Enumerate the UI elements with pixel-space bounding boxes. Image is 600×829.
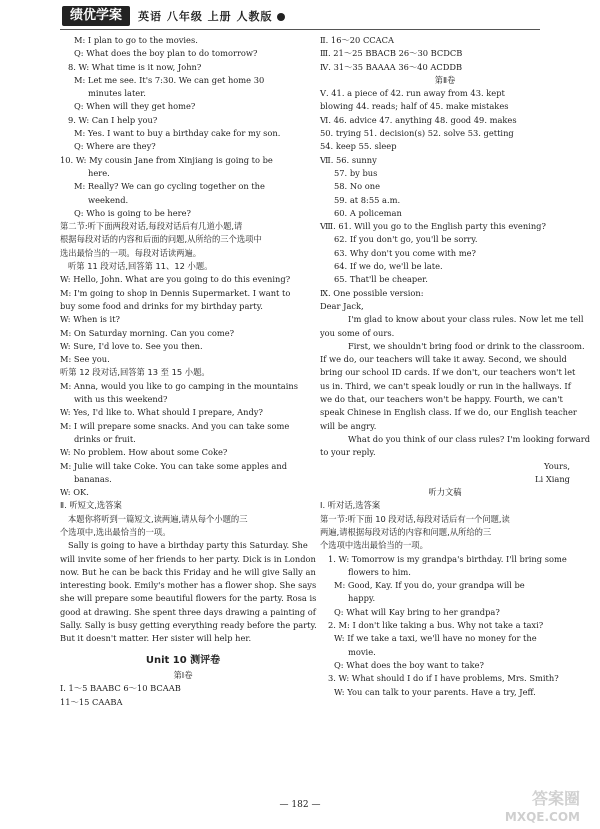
right-line: M: Good, Kay. If you do, your grandpa will be xyxy=(334,580,525,591)
right-line: 两遍,请根据每段对话的内容和问题,从所给的三 xyxy=(320,526,492,537)
left-line: But it doesn't matter. Her sister will help her. xyxy=(60,633,252,644)
left-line: M: Let me see. It's 7:30. We can get home 30 xyxy=(74,74,265,85)
right-line: Yours, xyxy=(544,460,570,471)
right-line: 62. If you don't go, you'll be sorry. xyxy=(334,234,478,245)
watermark-site: MXQE.COM xyxy=(504,810,580,824)
right-line: 58. No one xyxy=(334,181,380,192)
left-column xyxy=(60,34,317,709)
left-line: Ⅰ. 1～5 BAABC 6～10 BCAAB xyxy=(60,683,181,694)
right-column xyxy=(320,34,591,699)
left-line: M: Yes. I want to buy a birthday cake for my son. xyxy=(74,128,281,139)
right-line: 1. W: Tomorrow is my grandpa's birthday. I'll bring some xyxy=(328,553,567,564)
left-line: 9. W: Can I help you? xyxy=(68,114,158,125)
right-line: we do that, our teachers won't be happy. Fourth, we can't xyxy=(320,394,563,405)
left-line: weekend. xyxy=(88,194,129,205)
right-line: 63. Why don't you come with me? xyxy=(334,247,476,258)
right-line: Ⅲ. 21～25 BBACB 26～30 BCDCB xyxy=(320,48,463,59)
right-line: Ⅵ. 46. advice 47. anything 48. good 49. makes xyxy=(320,114,517,125)
left-line: with us this weekend? xyxy=(74,394,168,405)
right-line: speak Chinese in English class. If we do, our English teacher xyxy=(320,407,577,418)
left-line: minutes later. xyxy=(88,88,146,99)
right-line: 2. M: I don't like taking a bus. Why not take a taxi? xyxy=(328,620,544,631)
left-line: interesting book. Emily's mother has a flower shop. She says xyxy=(60,580,317,591)
right-line: flowers to him. xyxy=(348,566,411,577)
left-line: 10. W: My cousin Jane from Xinjiang is going to be xyxy=(60,154,273,165)
left-line: W: No problem. How about some Coke? xyxy=(60,447,228,458)
right-line: bring our school ID cards. If we don't, our teachers won't let xyxy=(320,367,576,378)
right-line: 50. trying 51. decision(s) 52. solve 53. getting xyxy=(320,128,514,139)
right-line: What do you think of our class rules? I'm looking forward xyxy=(348,433,591,444)
series-text: 英语 八年级 上册 人教版 xyxy=(138,10,273,23)
right-line: Ⅴ. 41. a piece of 42. run away from 43. kept xyxy=(320,88,505,99)
right-line: us in. Third, we can't speak loudly or run in the hallways. If xyxy=(320,380,571,391)
left-line: buy some food and drinks for my birthday party. xyxy=(60,300,263,311)
right-line: 57. by bus xyxy=(334,167,378,178)
right-line: will be angry. xyxy=(320,420,377,431)
right-line: First, we shouldn't bring food or drink to the classroom. xyxy=(348,340,585,351)
left-line: Q: Who is going to be here? xyxy=(74,207,191,218)
page-header xyxy=(0,0,600,30)
left-line: 本题你将听到一篇短文,读两遍,请从每个小题的三 xyxy=(68,513,248,524)
left-line: M: On Saturday morning. Can you come? xyxy=(60,327,235,338)
left-line: M: See you. xyxy=(60,354,110,365)
left-line: Unit 10 测评卷 xyxy=(145,654,221,666)
right-line: movie. xyxy=(348,646,376,657)
right-line: Ⅰ. 听对话,选答案 xyxy=(320,500,381,511)
left-line: she will prepare some beautiful flowers for the party. Rosa is xyxy=(60,593,317,604)
right-line: happy. xyxy=(348,593,376,604)
right-line: 59. at 8:55 a.m. xyxy=(334,194,401,205)
left-line: 选出最恰当的一项。每段对话读两遍。 xyxy=(60,247,202,258)
header-divider xyxy=(60,29,540,30)
left-line: M: Julie will take Coke. You can take some apples and xyxy=(60,460,288,471)
right-line: Ⅷ. 61. Will you go to the English party this evening? xyxy=(320,221,546,232)
left-line: 根据每段对话的内容和后面的问题,从所给的三个选项中 xyxy=(60,234,262,245)
right-line: Ⅳ. 31～35 BAAAA 36～40 ACDDB xyxy=(320,61,463,72)
left-line: 听第 11 段对话,回答第 11、12 小题。 xyxy=(68,261,213,272)
right-line: Q: What does the boy want to take? xyxy=(334,659,484,670)
right-line: 54. keep 55. sleep xyxy=(320,141,397,152)
right-line: 60. A policeman xyxy=(334,207,402,218)
left-line: Sally. Sally is busy getting everything ready before the party. xyxy=(60,620,317,631)
left-line: 听第 12 段对话,回答第 13 至 15 小题。 xyxy=(60,367,210,378)
left-line: M: I will prepare some snacks. And you can take some xyxy=(60,420,290,431)
right-line: Dear Jack, xyxy=(320,300,364,311)
right-line: If we do, our teachers will take it away. Second, we should xyxy=(320,354,567,365)
page-number: — 182 — xyxy=(279,800,321,810)
right-line: 第Ⅱ卷 xyxy=(434,74,456,85)
left-line: 第二节:听下面两段对话,每段对话后有几道小题,请 xyxy=(60,221,243,232)
left-line: here. xyxy=(88,167,110,178)
right-line: 64. If we do, we'll be late. xyxy=(334,261,443,272)
left-line: M: Anna, would you like to go camping in the mountains xyxy=(60,380,298,391)
right-line: Q: What will Kay bring to her grandpa? xyxy=(334,606,500,617)
right-line: Ⅸ. One possible version: xyxy=(320,287,424,298)
right-line: 65. That'll be cheaper. xyxy=(334,274,428,285)
left-line: drinks or fruit. xyxy=(74,433,136,444)
left-line: W: OK. xyxy=(60,487,89,498)
watermark xyxy=(470,790,580,826)
watermark-logo: 答案圈 xyxy=(531,789,580,808)
right-line: 听力文稿 xyxy=(428,487,462,498)
right-line: Ⅶ. 56. sunny xyxy=(320,154,377,165)
left-line: Sally is going to have a birthday party this Saturday. She xyxy=(68,540,308,551)
right-line: I'm glad to know about your class rules. Now let me tell xyxy=(348,314,584,325)
right-line: W: If we take a taxi, we'll have no money for the xyxy=(334,633,537,644)
bullet-icon xyxy=(277,13,285,21)
right-line: 个选项中选出最恰当的一项。 xyxy=(320,540,428,551)
right-line: Li Xiang xyxy=(535,473,570,484)
left-line: bananas. xyxy=(74,473,112,484)
left-line: 个选项中,选出最恰当的一项。 xyxy=(60,526,171,537)
left-line: W: Hello, John. What are you going to do this evening? xyxy=(60,274,291,285)
right-line: to your reply. xyxy=(320,447,376,458)
left-line: W: When is it? xyxy=(60,314,120,325)
right-line: 3. W: What should I do if I have problems, Mrs. Smith? xyxy=(328,673,559,684)
left-line: 8. W: What time is it now, John? xyxy=(68,61,202,72)
right-line: Ⅱ. 16～20 CCACA xyxy=(320,35,394,45)
left-line: M: I plan to go to the movies. xyxy=(74,35,198,45)
left-line: M: I'm going to shop in Dennis Supermarket. I want to xyxy=(60,287,291,298)
series-title xyxy=(138,8,285,24)
right-line: W: You can talk to your parents. Have a try, Jeff. xyxy=(334,686,536,697)
left-line: good at drawing. She spent three days drawing a painting of xyxy=(60,606,316,617)
left-line: Q: What does the boy plan to do tomorrow? xyxy=(74,48,258,59)
left-line: M: Really? We can go cycling together on the xyxy=(74,181,265,192)
right-line: blowing 44. reads; half of 45. make mistakes xyxy=(320,101,509,112)
left-line: now. But he can be back this Friday and he will give Sally an xyxy=(60,566,316,577)
brand-logo: 绩优学案 xyxy=(62,6,130,26)
left-line: Ⅱ. 听短文,选答案 xyxy=(60,500,122,511)
left-line: 11～15 CAABA xyxy=(60,696,123,707)
right-line: you some of ours. xyxy=(320,327,395,338)
right-line: 第一节:听下面 10 段对话,每段对话后有一个问题,读 xyxy=(320,513,510,524)
left-line: W: Sure, I'd love to. See you then. xyxy=(60,340,203,351)
left-line: will invite some of her friends to her party. Dick is in London xyxy=(60,553,316,564)
left-line: 第Ⅰ卷 xyxy=(173,669,193,680)
left-line: Q: When will they get home? xyxy=(74,101,196,112)
left-line: Q: Where are they? xyxy=(74,141,156,152)
left-line: W: Yes, I'd like to. What should I prepare, Andy? xyxy=(60,407,263,418)
